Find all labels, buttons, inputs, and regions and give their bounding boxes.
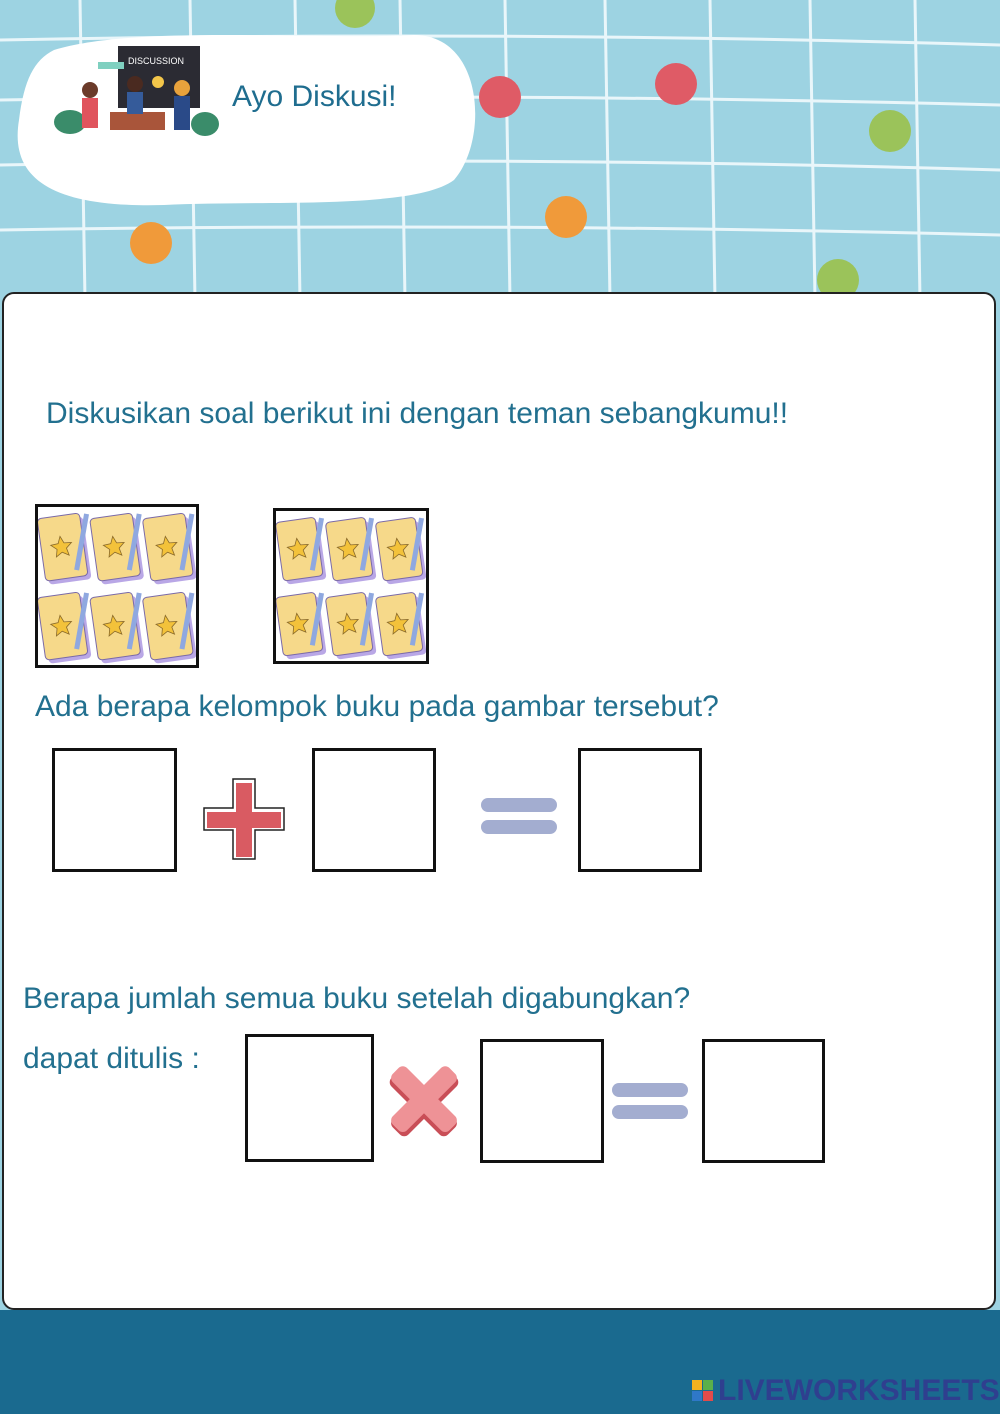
notebook-icon <box>90 591 151 665</box>
answer-box-add-2[interactable] <box>312 748 436 872</box>
brand-icon <box>692 1380 714 1402</box>
page-title: Ayo Diskusi! <box>232 80 397 113</box>
notebook-icon <box>276 591 332 660</box>
times-icon <box>382 1062 466 1147</box>
plus-icon <box>200 775 288 868</box>
question-1: Ada berapa kelompok buku pada gambar tersebut? <box>35 690 719 723</box>
notebook-icon <box>276 516 332 585</box>
instruction-text: Diskusikan soal berikut ini dengan teman sebangkumu!! <box>46 397 789 430</box>
equals-icon <box>480 796 560 846</box>
notebook-icon <box>38 512 98 586</box>
book-group-2 <box>273 508 429 664</box>
notebook-icon <box>142 591 196 665</box>
equals-icon-2 <box>611 1081 691 1131</box>
notebook-icon <box>325 591 382 660</box>
written-label: dapat ditulis : <box>23 1042 200 1075</box>
discussion-illustration <box>50 42 220 142</box>
notebook-icon <box>90 512 151 586</box>
answer-box-add-1[interactable] <box>52 748 177 872</box>
brand-logo <box>692 1374 1000 1408</box>
notebook-icon <box>325 516 382 585</box>
notebook-icon <box>142 512 196 586</box>
answer-box-add-result[interactable] <box>578 748 702 872</box>
answer-box-mul-2[interactable] <box>480 1039 604 1163</box>
question-2: Berapa jumlah semua buku setelah digabungkan? <box>23 982 691 1015</box>
notebook-icon <box>375 516 426 585</box>
illustration-label: DISCUSSION <box>128 56 185 66</box>
brand-name: LIVEWORKSHEETS <box>718 1374 1000 1407</box>
answer-box-mul-1[interactable] <box>245 1034 374 1162</box>
answer-box-mul-result[interactable] <box>702 1039 825 1163</box>
book-group-1 <box>35 504 199 668</box>
notebook-icon <box>375 591 426 660</box>
notebook-icon <box>38 591 98 665</box>
